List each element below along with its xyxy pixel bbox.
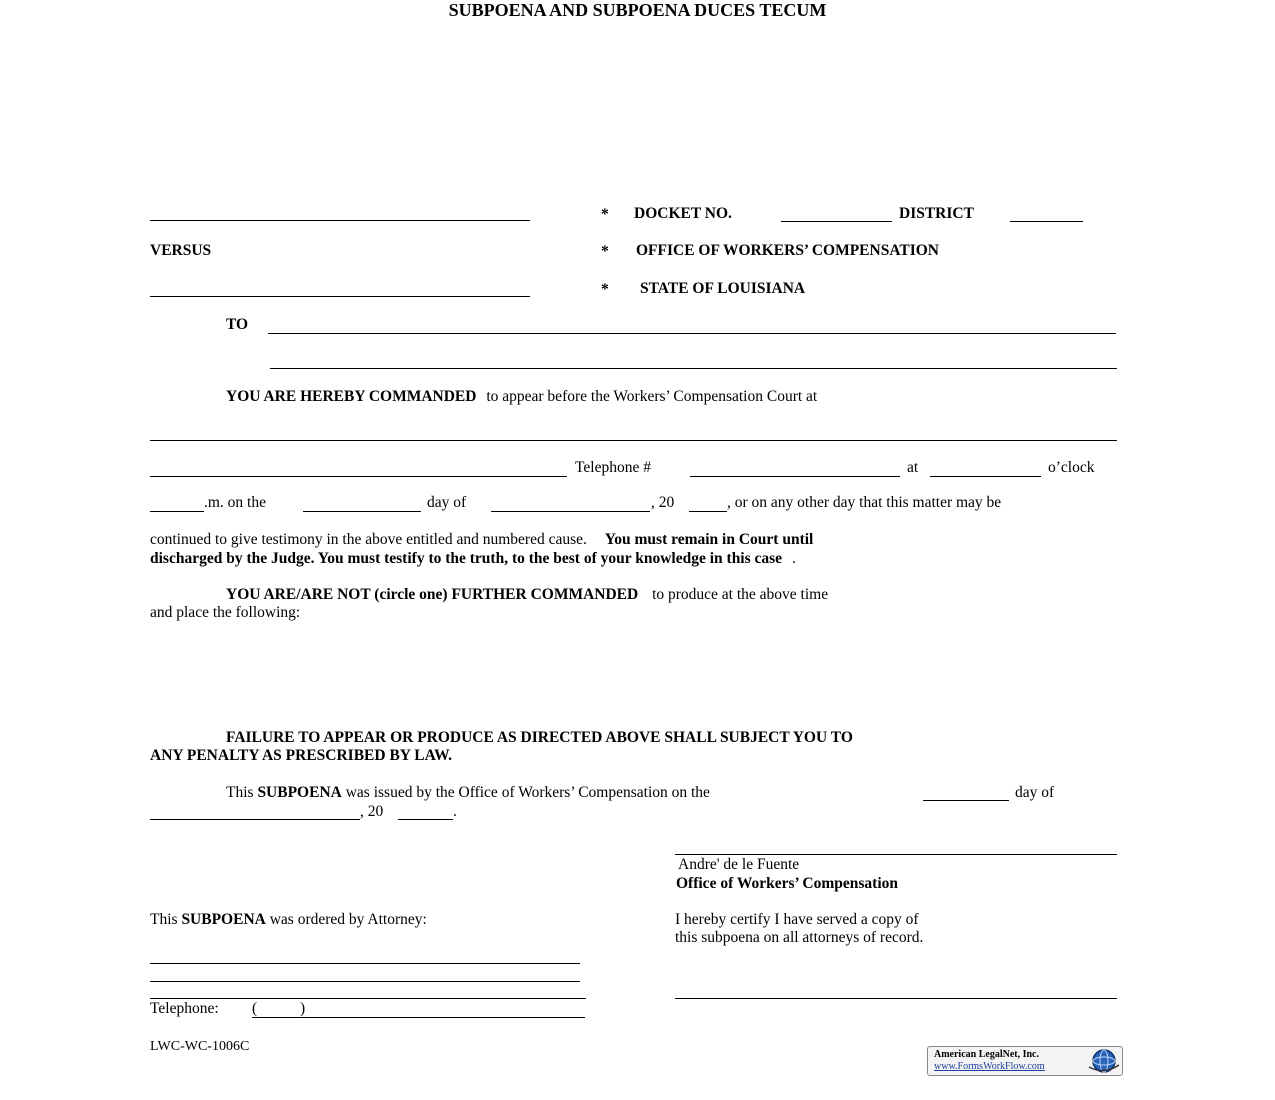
badge-url[interactable]: www.FormsWorkFlow.com (934, 1061, 1045, 1072)
to-label: TO (226, 316, 249, 333)
day-of-label: day of (427, 494, 467, 511)
form-number: LWC-WC-1006C (150, 1039, 250, 1054)
attorney-line1[interactable] (150, 963, 580, 964)
further-commanded-sentence (226, 586, 828, 604)
at-label: at (907, 459, 919, 476)
issued-month-field[interactable] (150, 819, 360, 820)
commanded-bold: YOU ARE HEREBY COMMANDED (226, 388, 477, 405)
issued-period: . (453, 803, 457, 820)
issued-rest: was issued by the Office of Workers’ Compensation on the (345, 784, 710, 801)
issued-sentence (226, 784, 710, 802)
certify-line1: I hereby certify I have served a copy of (675, 911, 919, 928)
year-prefix-label: , 20 (651, 494, 675, 511)
place-following-text: and place the following: (150, 604, 301, 621)
telephone-label: Telephone # (575, 459, 651, 476)
signer-office: Office of Workers’ Compensation (676, 875, 898, 892)
discharged-bold: discharged by the Judge. You must testify to the truth, to the best of your knowledge in this case (150, 550, 783, 567)
time-field[interactable] (930, 476, 1041, 477)
docket-field[interactable] (781, 221, 892, 222)
discharged-text (150, 550, 796, 568)
issued-this: This (226, 784, 254, 801)
further-rest: to produce at the above time (652, 586, 829, 603)
oclock-label: o’clock (1048, 459, 1095, 476)
to-field-line1[interactable] (268, 333, 1116, 334)
district-label: DISTRICT (899, 205, 974, 222)
any-other-day-text: , or on any other day that this matter may be (727, 494, 1002, 511)
ordered-by-attorney (150, 911, 427, 929)
asterisk: * (601, 243, 609, 260)
versus-label: VERSUS (150, 242, 212, 259)
m-on-the-label: .m. on the (204, 494, 266, 511)
failure-warning-line2: ANY PENALTY AS PRESCRIBED BY LAW. (150, 747, 453, 764)
district-field[interactable] (1010, 221, 1083, 222)
issued-year-prefix: , 20 (360, 803, 384, 820)
discharged-period: . (791, 550, 796, 567)
further-bold: YOU ARE/ARE NOT (circle one) FURTHER COMMANDED (226, 586, 639, 603)
asterisk: * (601, 281, 609, 298)
ordered-rest: was ordered by Attorney: (269, 911, 427, 928)
issued-day-of-label: day of (1015, 784, 1055, 801)
year-field[interactable] (689, 511, 727, 512)
day-field[interactable] (303, 511, 421, 512)
continued-sentence: continued to give testimony in the above entitled and numbered cause. (150, 531, 587, 548)
to-field-line2[interactable] (270, 368, 1117, 369)
office-label: OFFICE OF WORKERS’ COMPENSATION (636, 242, 939, 259)
signer-name: Andre' de le Fuente (678, 856, 800, 873)
attorney-line2[interactable] (150, 981, 580, 982)
issued-year-field[interactable] (398, 819, 453, 820)
commanded-rest: to appear before the Workers’ Compensation Court at (486, 388, 818, 405)
am-pm-field[interactable] (150, 511, 204, 512)
form-title: SUBPOENA AND SUBPOENA DUCES TECUM (448, 0, 827, 20)
asterisk: * (601, 206, 609, 223)
attorney-line3[interactable] (150, 998, 586, 999)
area-code-open: ( (252, 1000, 258, 1017)
court-location-field[interactable] (150, 440, 1117, 441)
telephone-field[interactable] (690, 476, 900, 477)
failure-warning-line1: FAILURE TO APPEAR OR PRODUCE AS DIRECTED ABOVE SHALL SUBJECT YOU TO (226, 729, 853, 746)
issued-subpoena: SUBPOENA (257, 784, 342, 801)
ordered-this: This (150, 911, 178, 928)
attorney-telephone-field[interactable] (252, 1017, 585, 1018)
month-field[interactable] (491, 511, 650, 512)
globe-icon (1086, 1048, 1120, 1079)
address-field[interactable] (150, 476, 567, 477)
certify-signature-line[interactable] (675, 998, 1117, 999)
issued-day-field[interactable] (923, 800, 1009, 801)
state-label: STATE OF LOUISIANA (640, 280, 806, 297)
ordered-subpoena: SUBPOENA (181, 911, 266, 928)
area-code-close: ) (300, 1000, 306, 1017)
attorney-telephone-label: Telephone: (150, 1000, 219, 1017)
signature-line[interactable] (675, 854, 1117, 855)
docket-label: DOCKET NO. (634, 205, 732, 222)
certify-line2: this subpoena on all attorneys of record. (675, 929, 924, 946)
continued-text (150, 531, 813, 549)
remain-bold: You must remain in Court until (604, 531, 814, 548)
defendant-field[interactable] (150, 296, 530, 297)
commanded-sentence (226, 388, 817, 406)
legalnet-badge[interactable] (927, 1046, 1123, 1076)
plaintiff-field[interactable] (150, 220, 530, 221)
badge-company: American LegalNet, Inc. (934, 1049, 1039, 1060)
